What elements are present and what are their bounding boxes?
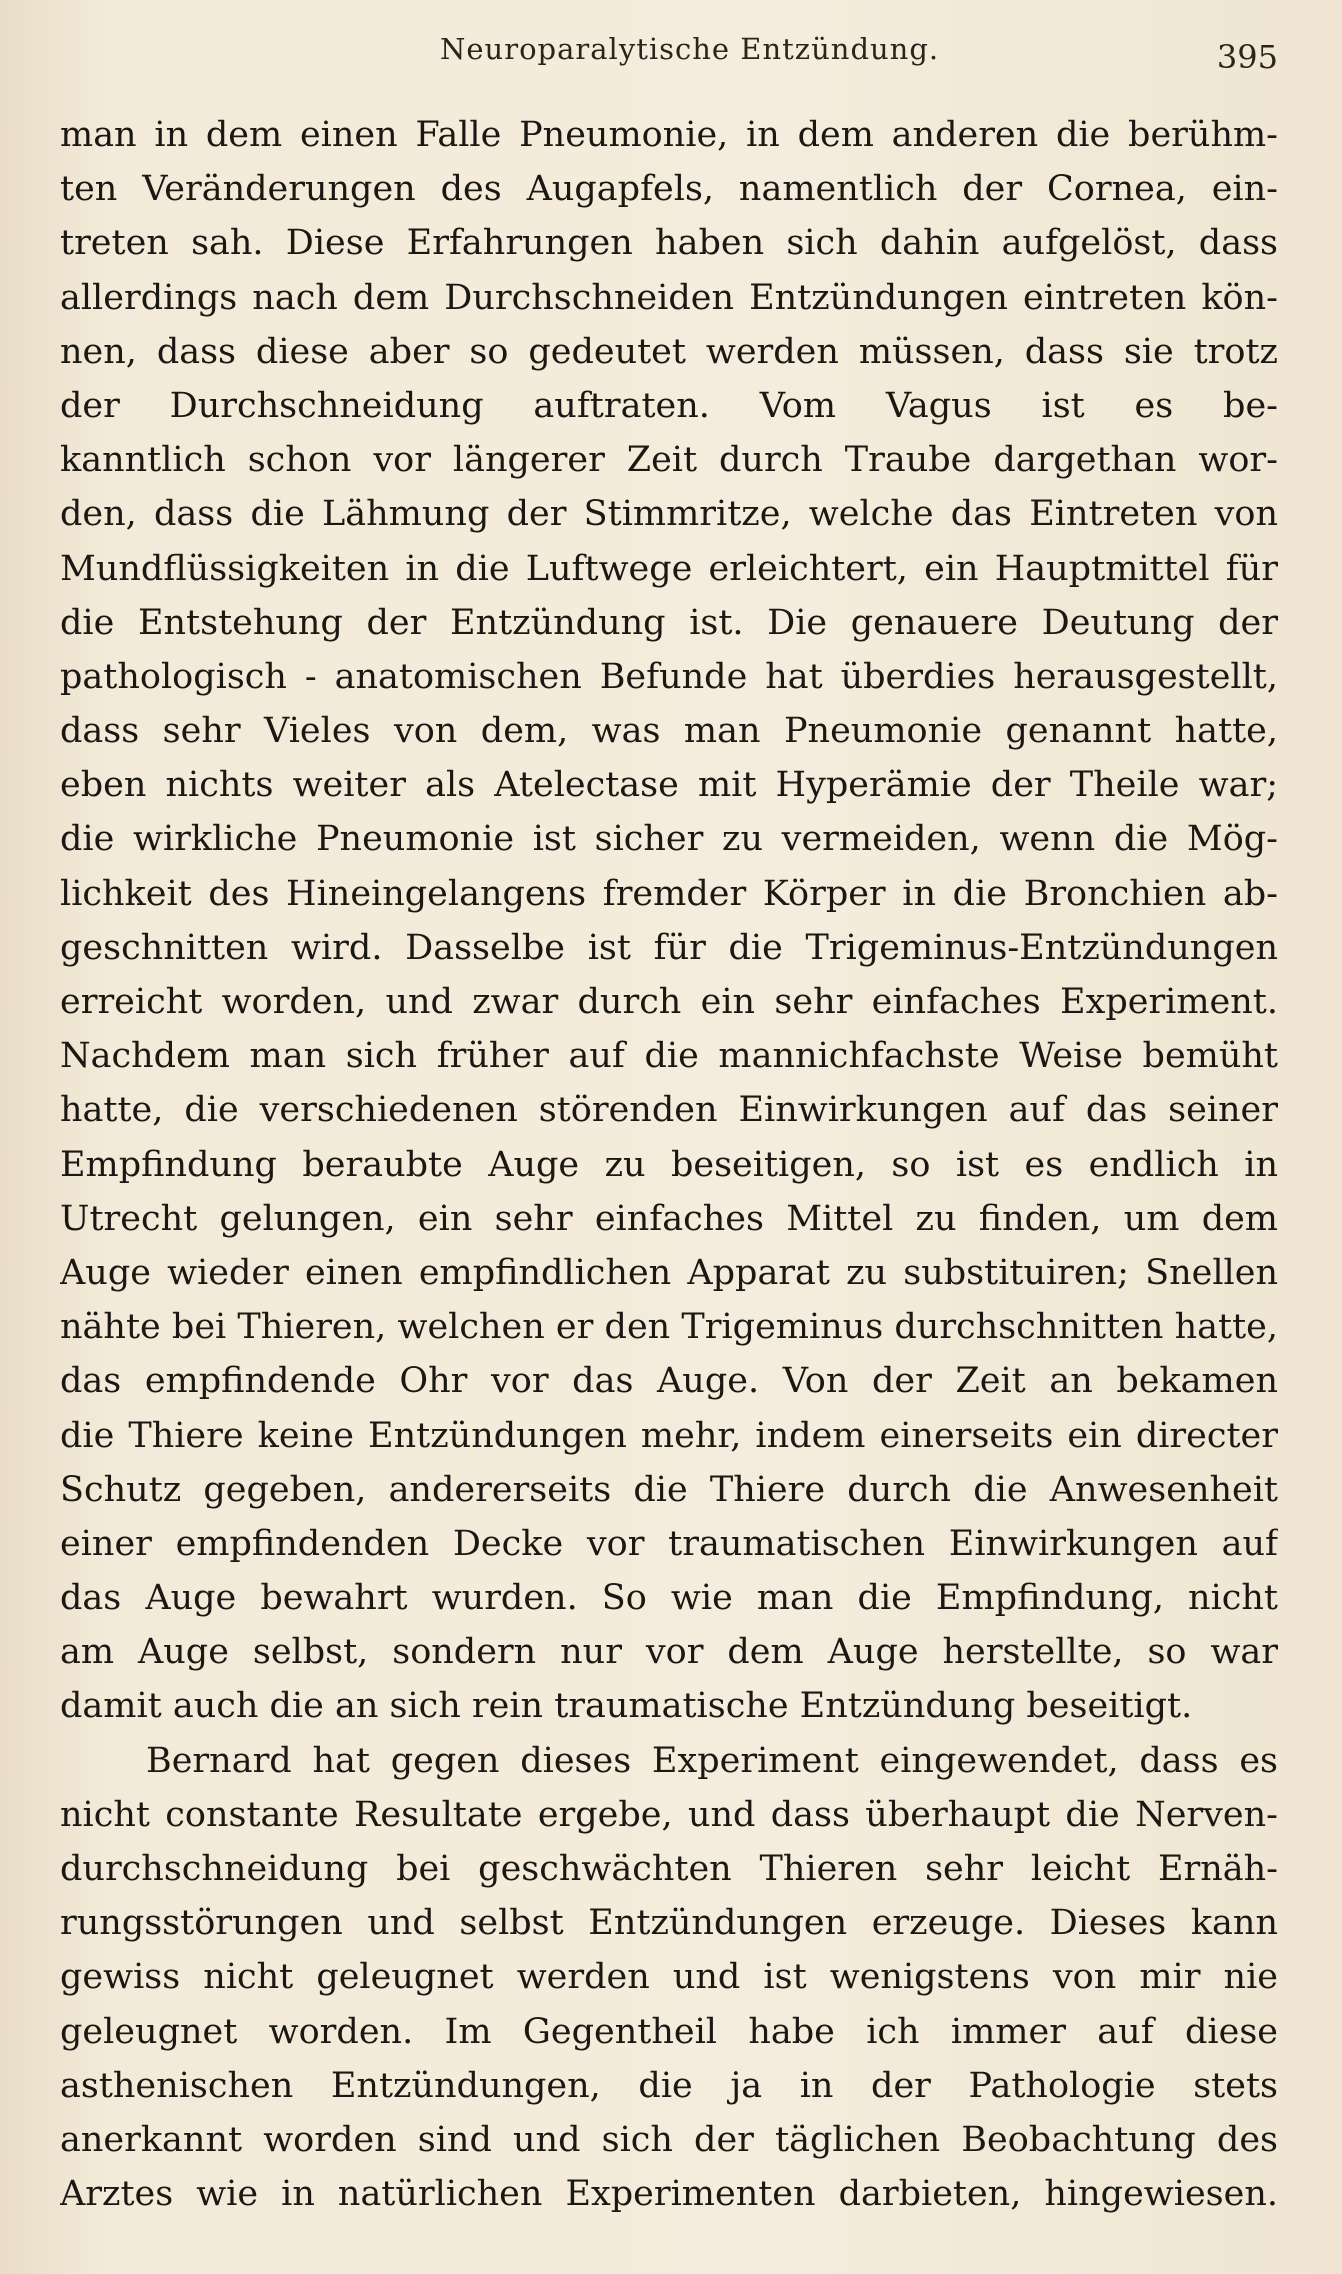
text-line: Empfindung beraubte Auge zu beseitigen, so ist es endlich in — [60, 1144, 1278, 1185]
text-line: Utrecht gelungen, ein sehr einfaches Mittel zu finden, um dem — [60, 1198, 1278, 1239]
text-line: Nachdem man sich früher auf die mannichfachste Weise bemüht — [60, 1036, 1278, 1077]
text-line: nähte bei Thieren, welchen er den Trigeminus durchschnitten hatte, — [60, 1307, 1278, 1348]
body-text — [60, 108, 1278, 2221]
text-line: Schutz gegeben, andererseits die Thiere durch die Anwesenheit — [60, 1469, 1278, 1510]
text-line: die Thiere keine Entzündungen mehr, indem einerseits ein directer — [60, 1415, 1278, 1456]
text-line: am Auge selbst, sondern nur vor dem Auge herstellte, so war — [60, 1632, 1278, 1673]
paragraph-1 — [60, 108, 1278, 1734]
page-number: 395 — [1216, 38, 1278, 76]
text-line: die wirkliche Pneumonie ist sicher zu vermeiden, wenn die Mög- — [60, 819, 1278, 860]
text-line: man in dem einen Falle Pneumonie, in dem anderen die berühm- — [60, 115, 1278, 155]
paragraph-2 — [60, 1734, 1278, 2222]
text-line: eben nichts weiter als Atelectase mit Hyperämie der Theile war; — [60, 765, 1278, 806]
text-line: den, dass die Lähmung der Stimmritze, welche das Eintreten von — [60, 494, 1278, 535]
text-line: nicht constante Resultate ergebe, und dass überhaupt die Nerven- — [60, 1794, 1278, 1835]
text-line: durchschneidung bei geschwächten Thieren sehr leicht Ernäh- — [60, 1849, 1278, 1889]
text-line: Arztes wie in natürlichen Experimenten darbieten, hingewiesen. — [60, 2174, 1278, 2215]
text-line: geleugnet worden. Im Gegentheil habe ich immer auf diese — [60, 2011, 1278, 2052]
text-line: allerdings nach dem Durchschneiden Entzündungen eintreten kön- — [60, 277, 1278, 318]
text-line: das empfindende Ohr vor das Auge. Von der Zeit an bekamen — [60, 1361, 1278, 1402]
text-line: dass sehr Vieles von dem, was man Pneumonie genannt hatte, — [60, 711, 1278, 752]
text-line: pathologisch - anatomischen Befunde hat überdies herausgestellt, — [60, 656, 1278, 697]
text-line: das Auge bewahrt wurden. So wie man die Empfindung, nicht — [60, 1578, 1278, 1619]
text-line: lichkeit des Hineingelangens fremder Körper in die Bronchien ab- — [60, 873, 1278, 914]
text-line: Bernard hat gegen dieses Experiment eingewendet, dass es — [146, 1740, 1278, 1781]
text-line: kanntlich schon vor längerer Zeit durch Traube dargethan wor- — [60, 440, 1278, 481]
text-line: damit auch die an sich rein traumatische Entzündung beseitigt. — [60, 1686, 1193, 1727]
text-line: treten sah. Diese Erfahrungen haben sich dahin aufgelöst, dass — [60, 223, 1278, 264]
text-line: erreicht worden, und zwar durch ein sehr einfaches Experiment. — [60, 982, 1278, 1022]
text-line: hatte, die verschiedenen störenden Einwirkungen auf das seiner — [60, 1090, 1278, 1131]
running-head — [60, 28, 1278, 78]
text-line: Auge wieder einen empfindlichen Apparat zu substituiren; Snellen — [60, 1252, 1278, 1293]
text-line: geschnitten wird. Dasselbe ist für die Trigeminus-Entzündungen — [60, 927, 1278, 968]
text-line: ten Veränderungen des Augapfels, namentlich der Cornea, ein- — [60, 169, 1278, 210]
text-line: einer empfindenden Decke vor traumatischen Einwirkungen auf — [60, 1523, 1278, 1564]
text-line: gewiss nicht geleugnet werden und ist wenigstens von mir nie — [60, 1957, 1278, 1998]
text-line: Mundflüssigkeiten in die Luftwege erleichtert, ein Hauptmittel für — [60, 548, 1278, 589]
text-line: die Entstehung der Entzündung ist. Die genauere Deutung der — [60, 602, 1278, 643]
text-line: nen, dass diese aber so gedeutet werden müssen, dass sie trotz — [60, 331, 1278, 372]
text-line: der Durchschneidung auftraten. Vom Vagus ist es be- — [60, 385, 1278, 426]
text-line: anerkannt worden sind und sich der täglichen Beobachtung des — [60, 2119, 1278, 2160]
text-line: rungsstörungen und selbst Entzündungen erzeuge. Dieses kann — [60, 1903, 1278, 1944]
running-head-title: Neuroparalytische Entzündung. — [440, 32, 940, 66]
text-line: asthenischen Entzündungen, die ja in der Pathologie stets — [60, 2065, 1278, 2106]
